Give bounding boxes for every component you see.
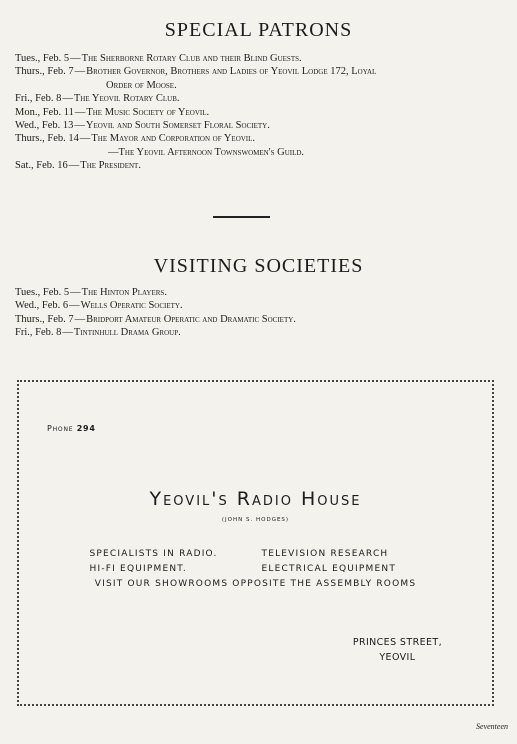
entry-date: Wed., Feb. 6 <box>15 300 69 312</box>
entry-text: Wells Operatic Society. <box>80 300 183 312</box>
list-item: Sat., Feb. 16 — The President. <box>15 160 141 172</box>
entry-text: The Hinton Players. <box>81 287 167 298</box>
ad-address <box>353 635 442 665</box>
phone-line <box>47 424 96 433</box>
entry-text: The Yeovil Rotary Club. <box>73 93 180 105</box>
showroom-note: VISIT OUR SHOWROOMS OPPOSITE THE ASSEMBLY ROOMS <box>94 579 417 589</box>
entry-text: The Music Society of Yeovil. <box>86 106 210 118</box>
entry-date: Tues., Feb. 5 <box>15 53 70 64</box>
entry-date: Fri., Feb. 8 <box>15 327 62 339</box>
entry-date: Fri., Feb. 8 <box>15 93 62 105</box>
entry-date: Thurs., Feb. 14 <box>15 133 79 145</box>
phone-number: 294 <box>76 424 96 433</box>
list-item: Thurs., Feb. 14 — The Mayor and Corporation of Yeovil. <box>15 133 256 145</box>
entry-text: The Sherborne Rotary Club and their Blind Guests. <box>81 53 302 64</box>
list-item: Thurs., Feb. 7 — Bridport Amateur Operatic and Dramatic Society. <box>15 313 296 325</box>
entry-continuation: Order of Moose. <box>106 79 177 91</box>
special-patrons-heading: SPECIAL PATRONS <box>164 19 353 41</box>
ad-services <box>19 547 492 592</box>
entry-date: Thurs., Feb. 7 <box>15 66 74 78</box>
entry-date: Sat., Feb. 16 <box>15 160 68 172</box>
visiting-societies-list <box>15 286 510 340</box>
list-item: Thurs., Feb. 7 — Brother Governor, Brothers and Ladies of Yeovil Lodge 172, Loyal <box>15 66 377 78</box>
services-row <box>19 562 492 577</box>
service-item: HI-FI EQUIPMENT. <box>89 564 187 574</box>
list-item: Mon., Feb. 11 — The Music Society of Yeovil. <box>15 106 210 118</box>
address-street: PRINCES STREET, <box>352 637 442 648</box>
list-item: Fri., Feb. 8 — Tintinhull Drama Group. <box>15 327 181 339</box>
service-item: TELEVISION RESEARCH <box>261 549 389 559</box>
entry-date: Mon., Feb. 11 <box>15 106 74 118</box>
radio-house-advertisement <box>17 380 494 706</box>
list-item: Wed., Feb. 6 — Wells Operatic Society. <box>15 300 183 312</box>
list-item: Fri., Feb. 8 — The Yeovil Rotary Club. <box>15 93 180 105</box>
visiting-societies-heading: VISITING SOCIETIES <box>153 255 364 277</box>
entry-continuation: —The Yeovil Afternoon Townswomen's Guild. <box>108 146 305 158</box>
ad-subtitle: (JOHN S. HODGES) <box>221 517 290 523</box>
service-item: ELECTRICAL EQUIPMENT <box>261 564 397 574</box>
entry-text: Bridport Amateur Operatic and Dramatic Society. <box>86 313 296 325</box>
entry-text: Tintinhull Drama Group. <box>73 327 181 339</box>
list-item: Tues., Feb. 5 — The Hinton Players. <box>15 287 167 298</box>
entry-text: Brother Governor, Brothers and Ladies of Yeovil Lodge 172, Loyal <box>86 66 377 78</box>
entry-date: Tues., Feb. 5 <box>15 287 70 298</box>
list-item: Tues., Feb. 5 — The Sherborne Rotary Club and their Blind Guests. <box>15 53 302 64</box>
special-patrons-list <box>15 52 510 173</box>
page-number: Seventeen <box>476 722 508 731</box>
entry-date: Thurs., Feb. 7 <box>15 313 74 325</box>
entry-text: The President. <box>80 160 141 172</box>
entry-text: The Mayor and Corporation of Yeovil. <box>91 133 256 145</box>
services-row <box>19 547 492 562</box>
ad-title: Yeovil's Radio House <box>149 488 362 510</box>
phone-label: Phone <box>47 424 74 433</box>
entry-text: Yeovil and South Somerset Floral Society. <box>85 120 270 132</box>
section-divider <box>213 216 270 218</box>
entry-date: Wed., Feb. 13 <box>15 120 74 132</box>
list-item: Wed., Feb. 13 — Yeovil and South Somerset Floral Society. <box>15 120 270 132</box>
address-town: YEOVIL <box>379 652 416 663</box>
service-item: SPECIALISTS IN RADIO. <box>89 549 218 559</box>
